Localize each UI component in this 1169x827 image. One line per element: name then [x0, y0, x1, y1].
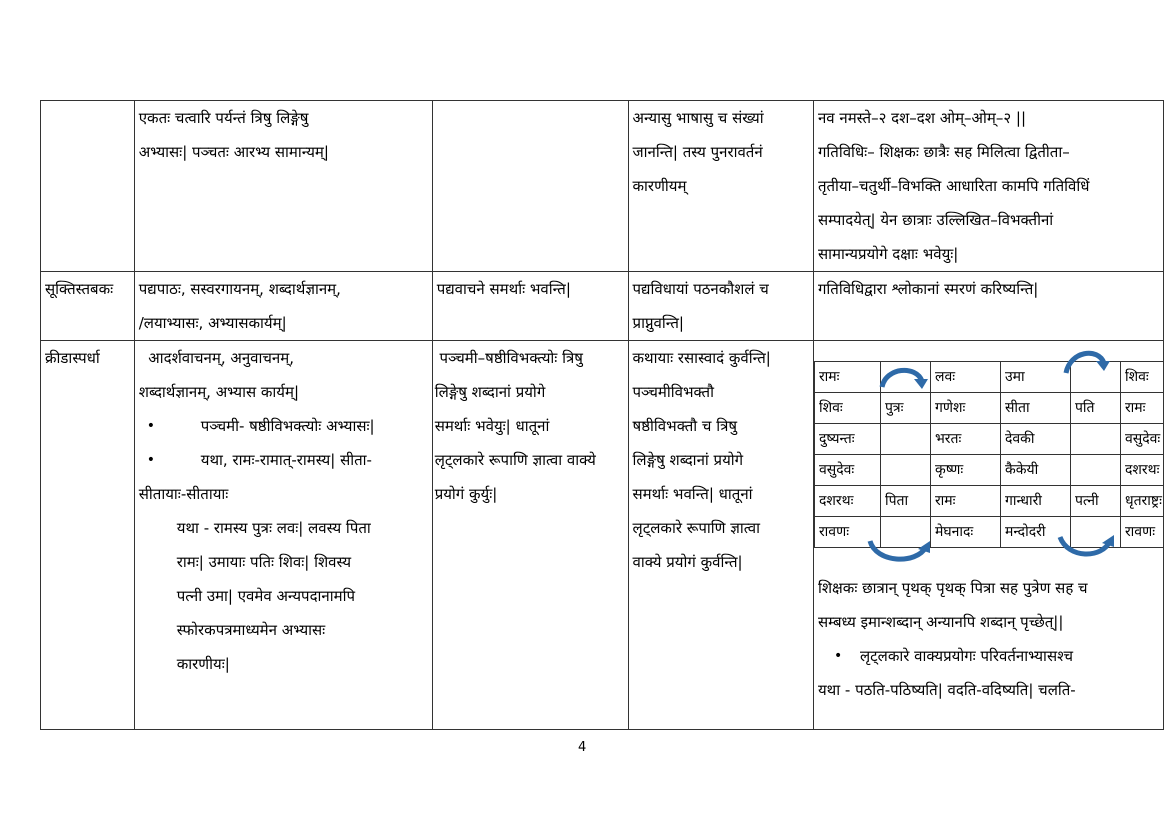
text-line: लिङ्गेषु शब्दानां प्रयोगे	[632, 451, 744, 469]
text-line: प्राप्नुवन्ति|	[632, 314, 684, 332]
grid-row	[814, 424, 1163, 455]
text-line: कारणीयम्	[632, 177, 687, 195]
teacher-note	[818, 565, 1159, 639]
row1-objective-cell	[432, 101, 628, 272]
text-line: पत्नी उमा| एवमेव अन्यपदानामपि	[176, 587, 356, 605]
text-line: अभ्यासः| पञ्चतः आरभ्य सामान्यम्|	[138, 143, 329, 161]
grid-cell: सीता	[1000, 393, 1070, 424]
grid-cell	[1070, 424, 1120, 455]
text-line: पद्यवाचने समर्थाः भवन्ति|	[436, 280, 571, 298]
text-line: यथा - रामस्य पुत्रः लवः| लवस्य पिता	[176, 519, 371, 537]
text-line: /लयाभ्यासः, अभ्यासकार्यम्|	[138, 314, 287, 332]
grid-cell: लवः	[930, 362, 1000, 393]
text-line: तृतीया–चतुर्थी–विभक्ति आधारिता कामपि गतिविधिं	[817, 177, 1090, 195]
row3-objective-cell	[432, 341, 628, 730]
text-line: जानन्ति| तस्य पुनरावर्तनं	[632, 143, 763, 161]
page-number: 4	[578, 740, 587, 755]
row2-outcome-cell	[628, 272, 813, 341]
grid-cell: भरतः	[930, 424, 1000, 455]
text-line: शिक्षकः छात्रान् पृथक् पृथक् पित्रा सह पुत्रेण सह च	[817, 579, 1088, 597]
grid-cell: पिता	[880, 486, 930, 517]
grid-cell	[880, 424, 930, 455]
grid-cell: शिवः	[1120, 362, 1163, 393]
grid-cell: कैकेयी	[1000, 455, 1070, 486]
list-item: • पञ्चमी- षष्ठीविभक्त्योः अभ्यासः|	[161, 409, 428, 443]
table-row	[41, 101, 1164, 272]
text-line: पद्यपाठः, सस्वरगायनम्, शब्दार्थज्ञानम्,	[138, 280, 341, 298]
text-line: यथा - पठति-पठिष्यति| वदति-वदिष्यति| चलति-	[817, 681, 1076, 699]
row1-activity-cell	[134, 101, 432, 272]
text-line: अन्यासु भाषासु च संख्यां	[632, 109, 764, 127]
bullet-list	[139, 409, 428, 477]
grid-cell: पति	[1070, 393, 1120, 424]
text-line: कारणीयः|	[176, 655, 230, 673]
text-line: गतिविधिद्वारा श्लोकानां स्मरणं करिष्यन्ति|	[817, 280, 1039, 298]
grid-cell: मेघनादः	[930, 517, 1000, 548]
text-line: पञ्चमी–षष्ठीविभक्त्योः त्रिषु	[434, 349, 583, 367]
row3-activity-cell	[134, 341, 432, 730]
topic-label: क्रीडास्पर्धा	[45, 349, 100, 367]
row2-objective-cell	[432, 272, 628, 341]
grid-cell: वसुदेवः	[1120, 424, 1163, 455]
table-row	[41, 341, 1164, 730]
grid-cell: गान्धारी	[1000, 486, 1070, 517]
grid-cell: धृतराष्ट्रः	[1120, 486, 1163, 517]
grid-cell: मन्दोदरी	[1000, 517, 1070, 548]
text-line: सम्बध्य इमान्शब्दान् अन्यानपि शब्दान् पृच्छेत्||	[817, 613, 1064, 631]
curved-arrow-icon	[876, 363, 932, 391]
grid-cell: पत्नी	[1070, 486, 1120, 517]
grid-cell: उमा	[1000, 362, 1070, 393]
grid-cell	[880, 455, 930, 486]
text-line: एकतः चत्वारि पर्यन्तं त्रिषु लिङ्गेषु	[138, 109, 309, 127]
row3-topic-cell	[41, 341, 135, 730]
grid-cell: दुष्यन्तः	[814, 424, 880, 455]
row1-activity-notes-cell	[813, 101, 1163, 272]
row2-activity-cell	[134, 272, 432, 341]
grid-cell: कृष्णः	[930, 455, 1000, 486]
lesson-plan-table	[40, 100, 1164, 730]
text-line: समर्थाः भवेयुः| धातूनां	[434, 417, 550, 435]
grid-row	[814, 455, 1163, 486]
text-line: लृट्लकारे रूपाणि ज्ञात्वा	[632, 519, 760, 537]
text-line: समर्थाः भवन्ति| धातूनां	[632, 485, 753, 503]
text-line: स्फोरकपत्रमाध्यमेन अभ्यासः	[176, 621, 326, 639]
grid-cell: रामः	[1120, 393, 1163, 424]
grid-cell: रामः	[814, 362, 880, 393]
relation-grid	[814, 361, 1164, 548]
text-line: लिङ्गेषु शब्दानां प्रयोगे	[434, 383, 546, 401]
curved-arrow-icon	[1060, 345, 1116, 375]
grid-cell: वसुदेवः	[814, 455, 880, 486]
curved-arrow-icon	[866, 537, 934, 565]
grid-row	[814, 393, 1163, 424]
grid-cell: देवकी	[1000, 424, 1070, 455]
grid-cell: रावणः	[814, 517, 880, 548]
text-line: पद्यविधायां पठनकौशलं च	[632, 280, 769, 298]
example-block	[139, 511, 428, 681]
grid-cell: दशरथः	[1120, 455, 1163, 486]
relation-grid-wrap	[814, 361, 1163, 565]
row1-outcome-cell	[628, 101, 813, 272]
bullet-list	[818, 639, 1159, 673]
table-row	[41, 272, 1164, 341]
text-line: कथायाः रसास्वादं कुर्वन्ति|	[632, 349, 771, 367]
grid-row	[814, 486, 1163, 517]
list-item: • लृट्लकारे वाक्यप्रयोगः परिवर्तनाभ्यासश्च	[848, 639, 1159, 673]
text-line: प्रयोगं कुर्युः|	[434, 485, 498, 503]
grid-cell: शिवः	[814, 393, 880, 424]
text-line: गतिविधिः– शिक्षकः छात्रैः सह मिलित्वा द्वितीता–	[817, 143, 1070, 161]
text-line: शब्दार्थज्ञानम्, अभ्यास कार्यम्|	[138, 383, 300, 401]
text-line: वाक्ये प्रयोगं कुर्वन्ति|	[632, 553, 743, 571]
text-line: सम्पादयेत्| येन छात्राः उल्लिखित–विभक्तीनां	[817, 211, 1054, 229]
row1-topic-cell	[41, 101, 135, 272]
text-line: षष्ठीविभक्तौ च त्रिषु	[632, 417, 738, 435]
curved-arrow-icon	[1056, 531, 1118, 561]
row2-activity-notes-cell	[813, 272, 1163, 341]
row3-activity-notes-cell	[813, 341, 1163, 730]
grid-cell: रामः	[930, 486, 1000, 517]
list-item: • यथा, रामः-रामात्-रामस्य| सीता-	[161, 443, 428, 477]
grid-cell: रावणः	[1120, 517, 1163, 548]
text-line: रामः| उमायाः पतिः शिवः| शिवस्य	[176, 553, 352, 571]
text-line: नव नमस्ते–२ दश–दश ओम्–ओम्–२ ||	[817, 109, 1027, 127]
grid-cell: दशरथः	[814, 486, 880, 517]
topic-label: सूक्तिस्तबकः	[45, 280, 114, 298]
text-line: सीतायाः-सीतायाः	[138, 485, 229, 503]
row2-topic-cell	[41, 272, 135, 341]
grid-cell: गणेशः	[930, 393, 1000, 424]
text-line: पञ्चमीविभक्तौ	[632, 383, 714, 401]
grid-cell	[1070, 455, 1120, 486]
grid-cell: पुत्रः	[880, 393, 930, 424]
row3-outcome-cell	[628, 341, 813, 730]
text-line: सामान्यप्रयोगे दक्षाः भवेयुः|	[817, 245, 959, 263]
text-line: लृट्लकारे रूपाणि ज्ञात्वा वाक्ये	[434, 451, 596, 469]
text-line: आदर्शवाचनम्, अनुवाचनम्,	[138, 349, 294, 367]
